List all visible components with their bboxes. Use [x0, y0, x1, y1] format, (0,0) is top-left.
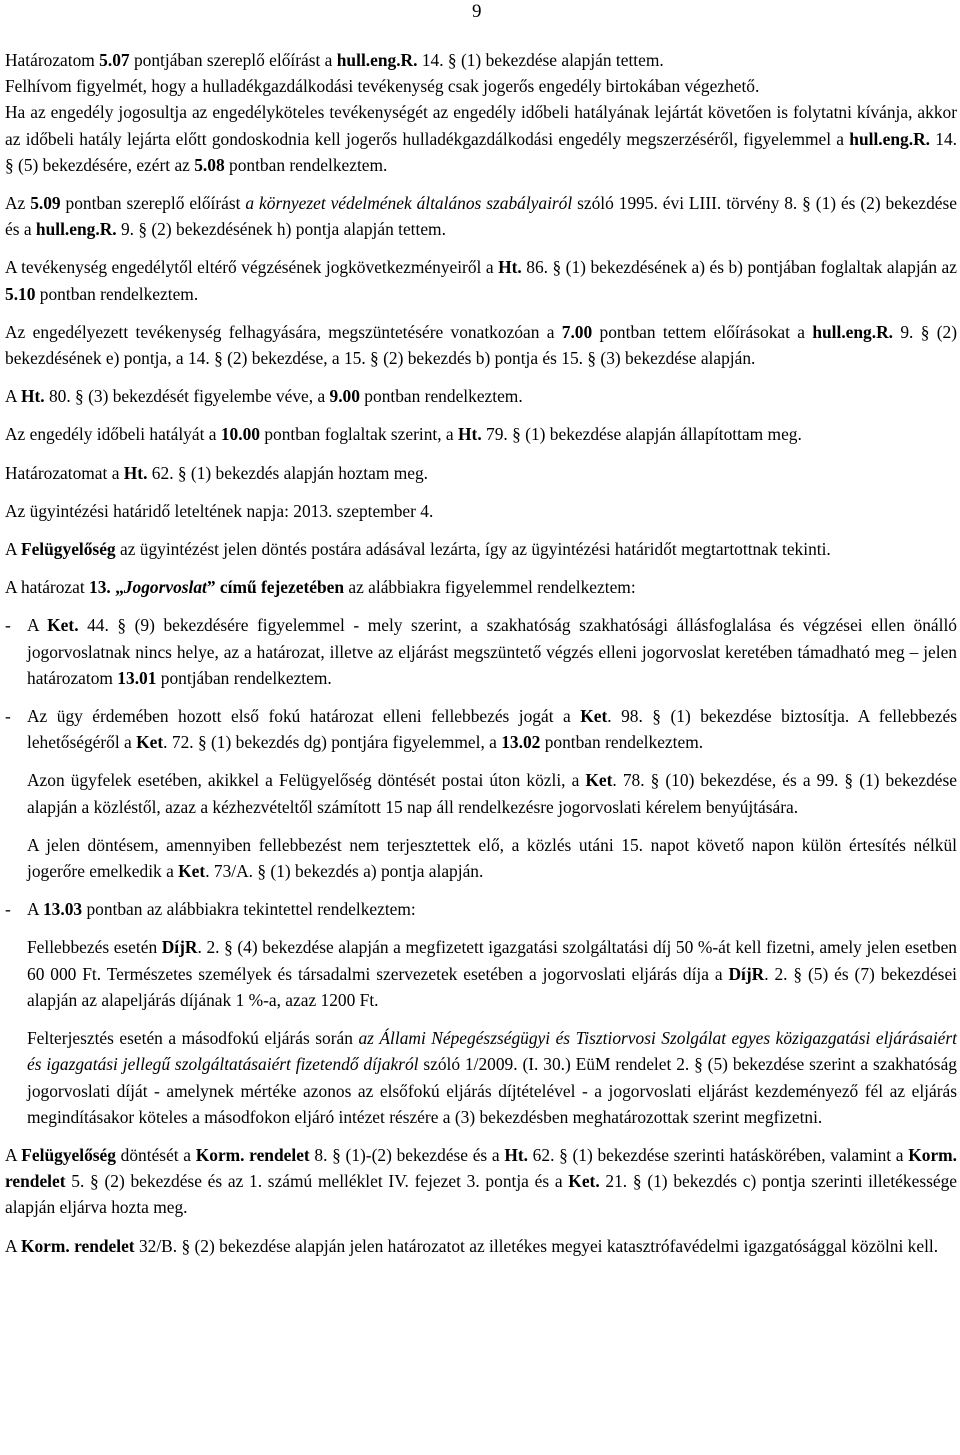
dash-item-3 [5, 896, 957, 922]
paragraph-11: A Felügyelőség az ügyintézést jelen döntés postára adásával lezárta, így az ügyintézési határidőt megtartottnak tekinti. [5, 539, 831, 560]
dash-text: Az ügy érdemében hozott első fokú határozat elleni fellebbezés jogát a Ket. 98. § (1) bekezdése biztosítja. A fellebbezés lehetőségéről a Ket. 72. § (1) bekezdés dg) pontjára figyelemmel, a 13.02 pontban rendelkeztem. [27, 706, 958, 753]
paragraph-15: Fellebbezés esetén DíjR. 2. § (4) bekezdése alapján a megfizetett igazgatási szolgáltatási díj 50 %-át kell fizetni, amely jelen esetben 60 000 Ft. Természetes személyek és társadalmi szervezetek esetében a jogorvoslati eljárás díja a DíjR. 2. § (5) és (7) bekezdései alapján az alapeljárás díjának 1 %-a, azaz 1200 Ft. [27, 937, 958, 1010]
dash-item-2 [5, 703, 957, 755]
dash-marker: - [5, 899, 11, 920]
paragraph-13: Azon ügyfelek esetében, akikkel a Felügyelőség döntését postai úton közli, a Ket. 78. § (10) bekezdése, és a 99. § (1) bekezdése alapján a közléstől, azaz a kézhezvételtől számított 15 nap áll rendelkezésre jogorvoslati kérelem benyújtására. [27, 770, 957, 817]
paragraph-6: Az engedélyezett tevékenység felhagyására, megszüntetésére vonatkozóan a 7.00 pontban tettem előírásokat a hull.eng.R. 9. § (2) bekezdésének e) pontja, a 14. § (2) bekezdése, a 15. § (2) bekezdés b) pontja és 15. § (3) bekezdése alapján. [5, 321, 957, 369]
paragraph-7: A Ht. 80. § (3) bekezdését figyelembe véve, a 9.00 pontban rendelkeztem. [5, 386, 523, 407]
dash-text: A Ket. 44. § (9) bekezdésére figyelemmel - mely szerint, a szakhatóság szakhatósági állásfoglalása és végzései ellen önálló jogorvoslatnak nincs helye, az a határozat, illetve az eljárást megszüntető végzés elleni jogorvoslat keretében támadható meg – jelen határozatom 13.01 pontjában rendelkeztem. [27, 615, 957, 688]
paragraph-8: Az engedély időbeli hatályát a 10.00 pontban foglaltak szerint, a Ht. 79. § (1) bekezdése alapján állapítottam meg. [5, 424, 802, 445]
paragraph-3: Ha az engedély jogosultja az engedélyköteles tevékenységét az engedély időbeli hatályának lejártát követően is folytatni kívánja, akkor az időbeli hatály lejárta előtt gondoskodnia kell jogerős hulladékgazdálkodási engedély megszerzéséről, figyelemmel a hull.eng.R. 14. § (5) bekezdésére, ezért az 5.08 pontban rendelkeztem. [5, 102, 957, 175]
paragraph-10: Az ügyintézési határidő leteltének napja: 2013. szeptember 4. [5, 500, 434, 521]
paragraph-16: Felterjesztés esetén a másodfokú eljárás során az Állami Népegészségügyi és Tisztiorvosi Szolgálat egyes közigazgatási eljárásaiért és igazgatási jellegű szolgáltatásaiért fizetendő díjakról szóló 1/2009. (I. 30.) EüM rendelet 2. § (5) bekezdése szerint a szakhatóság jogorvoslati díját - amelynek mértéke azonos az elsőfokú eljárás díjtételével - a jogorvoslati eljárást kezdeményező fél az eljárás megindításakor köteles a másodfokon eljáró intézet részére a (3) bekezdésben meghatározottak szerint megfizetni. [27, 1028, 957, 1127]
paragraph-5: A tevékenység engedélytől eltérő végzésének jogkövetkezményeiről a Ht. 86. § (1) bekezdésének a) és b) pontjában foglaltak alapján az 5.10 pontban rendelkeztem. [5, 257, 957, 304]
paragraph-12: A határozat 13. „Jogorvoslat” című fejezetében az alábbiakra figyelemmel rendelkeztem: [5, 577, 636, 598]
dash-item-1 [5, 612, 957, 691]
paragraph-4: Az 5.09 pontban szereplő előírást a környezet védelmének általános szabályairól szóló 1995. évi LIII. törvény 8. § (1) és (2) bekezdése és a hull.eng.R. 9. § (2) bekezdésének h) pontja alapján tettem. [5, 193, 957, 240]
dash-text: A 13.03 pontban az alábbiakra tekintettel rendelkeztem: [27, 899, 416, 920]
paragraph-18: A Korm. rendelet 32/B. § (2) bekezdése alapján jelen határozatot az illetékes megyei katasztrófavédelmi igazgatósággal közölni kell. [5, 1235, 939, 1256]
page-number: 9 [472, 1, 482, 22]
paragraph-2: Felhívom figyelmét, hogy a hulladékgazdálkodási tevékenység csak jogerős engedély birtokában végezhető. [5, 76, 760, 97]
paragraph-14: A jelen döntésem, amennyiben fellebbezést nem terjesztettek elő, a közlés utáni 15. napot követő napon külön értesítés nélkül jogerőre emelkedik a Ket. 73/A. § (1) bekezdés a) pontja alapján. [27, 834, 957, 882]
dash-marker: - [5, 615, 11, 636]
dash-marker: - [5, 706, 11, 727]
paragraph-1: Határozatom 5.07 pontjában szereplő előírást a hull.eng.R. 14. § (1) bekezdése alapján tettem. [5, 50, 664, 70]
paragraph-9: Határozatomat a Ht. 62. § (1) bekezdés alapján hoztam meg. [5, 462, 429, 483]
document-body [5, 47, 957, 1271]
paragraph-17: A Felügyelőség döntését a Korm. rendelet 8. § (1)-(2) bekezdése és a Ht. 62. § (1) bekezdése szerinti hatáskörében, valamint a Korm. rendelet 5. § (2) bekezdése és az 1. számú melléklet IV. fejezet 3. pontja és a Ket. 21. § (1) bekezdés c) pontja szerinti illetékessége alapján eljárva hozta meg. [5, 1144, 958, 1218]
